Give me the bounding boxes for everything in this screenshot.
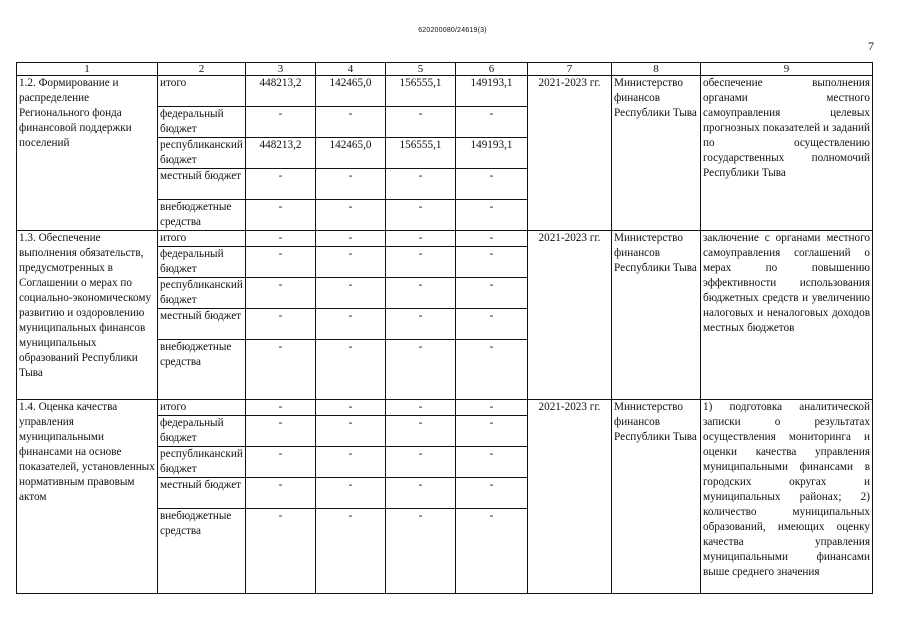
value-2021: - [316,416,386,447]
value-2022: - [386,509,456,594]
value-2023: - [456,478,528,509]
funding-source: внебюджетные средства [158,200,246,231]
value-2022: - [386,309,456,340]
value-2022: 156555,1 [386,138,456,169]
measure-name: 1.4. Оценка качества управления муниципальными финансами на основе показателей, установленных нормативным правовым актом [17,400,158,594]
value-2021: - [316,231,386,247]
value-total: - [246,200,316,231]
value-total: - [246,107,316,138]
funding-source: внебюджетные средства [158,509,246,594]
value-2023: - [456,247,528,278]
measure-name: 1.3. Обеспечение выполнения обязательств, предусмотренных в Соглашении о мерах по социально-экономическому развитию и оздоровлению муниципальных финансов муниципальных образований Республики Тыва [17,231,158,400]
period: 2021-2023 гг. [528,76,612,231]
value-total: - [246,340,316,400]
value-2022: - [386,400,456,416]
value-2021: - [316,247,386,278]
value-2022: - [386,247,456,278]
executor: Министерство финансов Республики Тыва [612,400,701,594]
table-row [17,400,873,416]
value-2022: 156555,1 [386,76,456,107]
value-total: - [246,278,316,309]
funding-source: местный бюджет [158,478,246,509]
value-2023: - [456,231,528,247]
value-2023: 149193,1 [456,76,528,107]
value-total: - [246,478,316,509]
value-total: - [246,169,316,200]
funding-source: итого [158,76,246,107]
value-total: - [246,231,316,247]
value-total: - [246,400,316,416]
value-2023: - [456,200,528,231]
funding-source: республиканский бюджет [158,447,246,478]
value-2021: - [316,107,386,138]
value-total: - [246,509,316,594]
funding-source: итого [158,400,246,416]
value-2022: - [386,416,456,447]
value-total: - [246,247,316,278]
funding-source: местный бюджет [158,169,246,200]
value-2021: - [316,340,386,400]
period: 2021-2023 гг. [528,231,612,400]
value-2021-total: 448213,2 [246,76,316,107]
funding-source: республиканский бюджет [158,278,246,309]
value-2023: - [456,340,528,400]
column-number: 2 [158,63,246,76]
funding-source: федеральный бюджет [158,107,246,138]
value-2023: - [456,278,528,309]
value-2023: - [456,309,528,340]
value-total: - [246,416,316,447]
funding-source: федеральный бюджет [158,416,246,447]
value-2021: - [316,200,386,231]
measure-name: 1.2. Формирование и распределение Регионального фонда финансовой поддержки поселений [17,76,158,231]
value-2021: - [316,447,386,478]
value-2021: - [316,509,386,594]
table-row [17,231,873,247]
column-number-row [17,63,873,76]
value-2023: - [456,169,528,200]
table-row [17,76,873,107]
funding-source: итого [158,231,246,247]
value-2021: - [316,400,386,416]
funding-source: местный бюджет [158,309,246,340]
funding-source: республиканский бюджет [158,138,246,169]
page-number: 7 [868,39,874,53]
value-2022: - [386,447,456,478]
column-number: 9 [701,63,873,76]
value-2022: - [386,478,456,509]
value-2021: - [316,478,386,509]
column-number: 6 [456,63,528,76]
value-2023: 149193,1 [456,138,528,169]
value-2021: - [316,169,386,200]
expected-result: обеспечение выполнения органами местного самоуправления целевых прогнозных показателей и заданий по осуществлению государственных полномочий Республики Тыва [701,76,873,231]
value-2023: - [456,107,528,138]
value-2022: - [386,231,456,247]
value-total: 448213,2 [246,138,316,169]
value-2021: 142465,0 [316,76,386,107]
value-2022: - [386,200,456,231]
value-total: - [246,309,316,340]
executor: Министерство финансов Республики Тыва [612,231,701,400]
column-number: 4 [316,63,386,76]
value-2022: - [386,278,456,309]
column-number: 8 [612,63,701,76]
value-2023: - [456,400,528,416]
funding-source: федеральный бюджет [158,247,246,278]
value-2021: 142465,0 [316,138,386,169]
column-number: 3 [246,63,316,76]
value-2022: - [386,169,456,200]
program-table [16,62,873,594]
value-2021: - [316,309,386,340]
value-2023: - [456,416,528,447]
executor: Министерство финансов Республики Тыва [612,76,701,231]
value-2023: - [456,447,528,478]
document-id: 620200080/24619(3) [418,27,487,34]
period: 2021-2023 гг. [528,400,612,594]
value-2022: - [386,340,456,400]
funding-source: внебюджетные средства [158,340,246,400]
column-number: 1 [17,63,158,76]
value-2022: - [386,107,456,138]
column-number: 5 [386,63,456,76]
column-number: 7 [528,63,612,76]
expected-result: 1) подготовка аналитической записки о результатах осуществления мониторинга и оценки качества управления муниципальными финансами в городских округах и муниципальных районах; 2) количество муниципальных образований, имеющих оценку качества управления муниципальными финансами выше среднего значения [701,400,873,594]
value-2023: - [456,509,528,594]
value-total: - [246,447,316,478]
expected-result: заключение с органами местного самоуправления соглашений о мерах по повышению эффективности использования бюджетных средств и увеличению налоговых и неналоговых доходов местных бюджетов [701,231,873,400]
value-2021: - [316,278,386,309]
